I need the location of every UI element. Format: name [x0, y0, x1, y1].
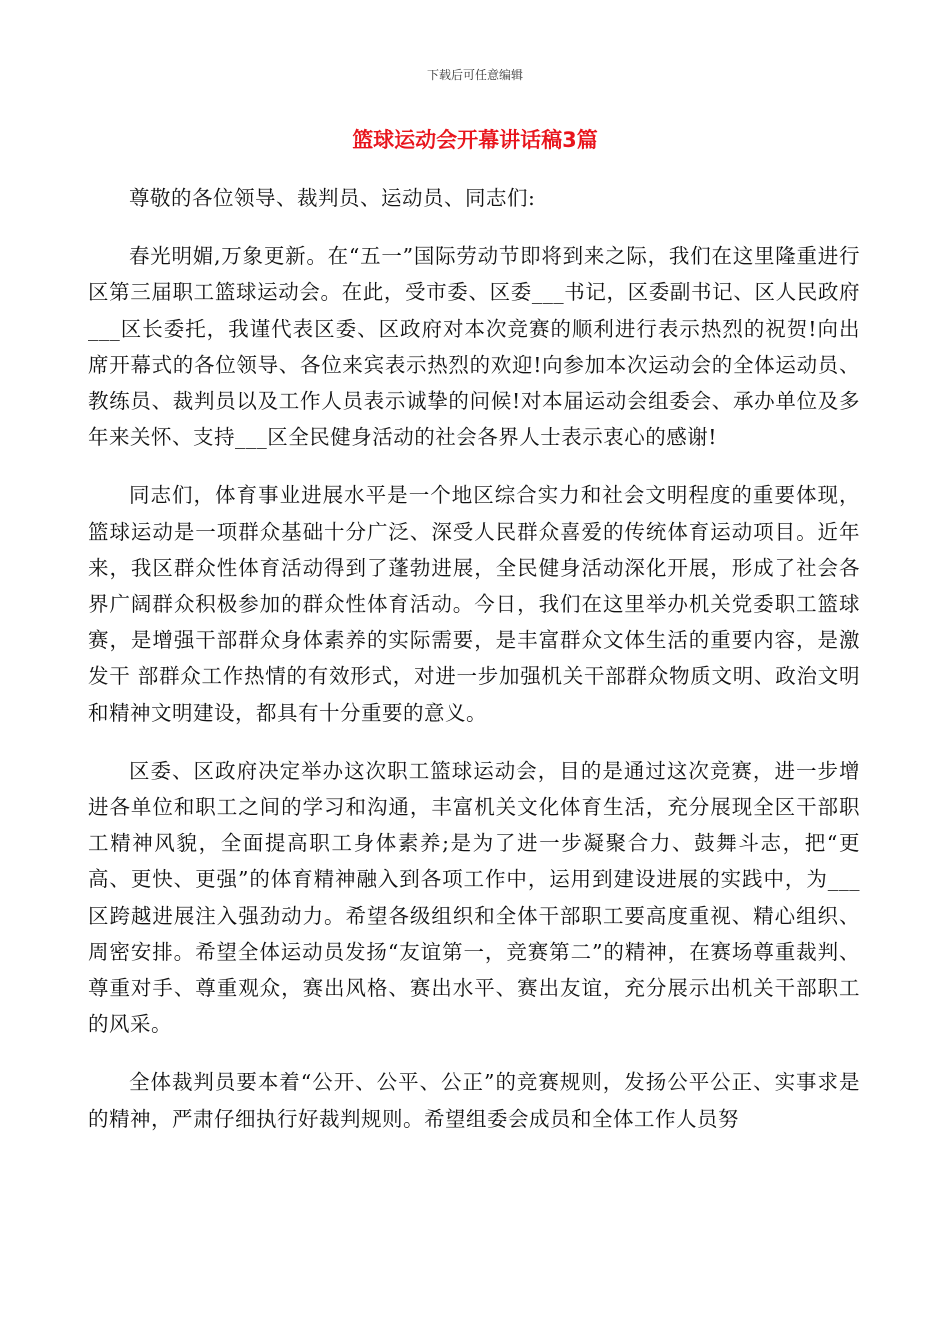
document-title: 篮球运动会开幕讲话稿3篇 — [352, 128, 598, 152]
salutation: 尊敬的各位领导、裁判员、运动员、同志们: — [129, 186, 536, 210]
paragraph-1: 春光明媚,万象更新。在“五一”国际劳动节即将到来之际，我们在这里隆重进行区第三届职工篮球运动会。在此，受市委、区委___书记，区委副书记、区人民政府___区长委托，我谨代表区委、区政府对本次竞赛的顺利进行表示热烈的祝贺!向出席开幕式的各位领导、各位来宾表示热烈的欢迎!向参加本次运动会的全体运动员、教练员、裁判员以及工作人员表示诚挚的问候!对本届运动会组委会、承办单位及多年来关怀、支持___区全民健身活动的社会各界人士表示衷心的感谢! — [88, 244, 860, 450]
paragraph-2: 同志们，体育事业进展水平是一个地区综合实力和社会文明程度的重要体现，篮球运动是一项群众基础十分广泛、深受人民群众喜爱的传统体育运动项目。近年来，我区群众性体育活动得到了蓬勃进展，全民健身活动深化开展，形成了社会各界广阔群众积极参加的群众性体育活动。今日，我们在这里举办机关党委职工篮球赛，是增强干部群众身体素养的实际需要，是丰富群众文体生活的重要内容，是激发干 部群众工作热情的有效形式，对进一步加强机关干部群众物质文明、政治文明和精神文明建设，都具有十分重要的意义。 — [88, 483, 860, 725]
paragraph-4: 全体裁判员要本着“公开、公平、公正”的竞赛规则，发扬公平公正、实事求是的精神，严肃仔细执行好裁判规则。希望组委会成员和全体工作人员努 — [88, 1070, 860, 1131]
header-note: 下载后可任意编辑 — [426, 68, 523, 82]
document-body — [88, 180, 860, 1159]
paragraph-3: 区委、区政府决定举办这次职工篮球运动会，目的是通过这次竞赛，进一步增进各单位和职工之间的学习和沟通，丰富机关文化体育生活，充分展现全区干部职工精神风貌，全面提高职工身体素养;是为了进一步凝聚合力、鼓舞斗志，把“更高、更快、更强”的体育精神融入到各项工作中，运用到建设进展的实践中，为___区跨越进展注入强劲动力。希望各级组织和全体干部职工要高度重视、精心组织、周密安排。希望全体运动员发扬“友谊第一，竞赛第二”的精神，在赛场尊重裁判、尊重对手、尊重观众，赛出风格、赛出水平、赛出友谊，充分展示出机关干部职工的风采。 — [88, 758, 860, 1037]
